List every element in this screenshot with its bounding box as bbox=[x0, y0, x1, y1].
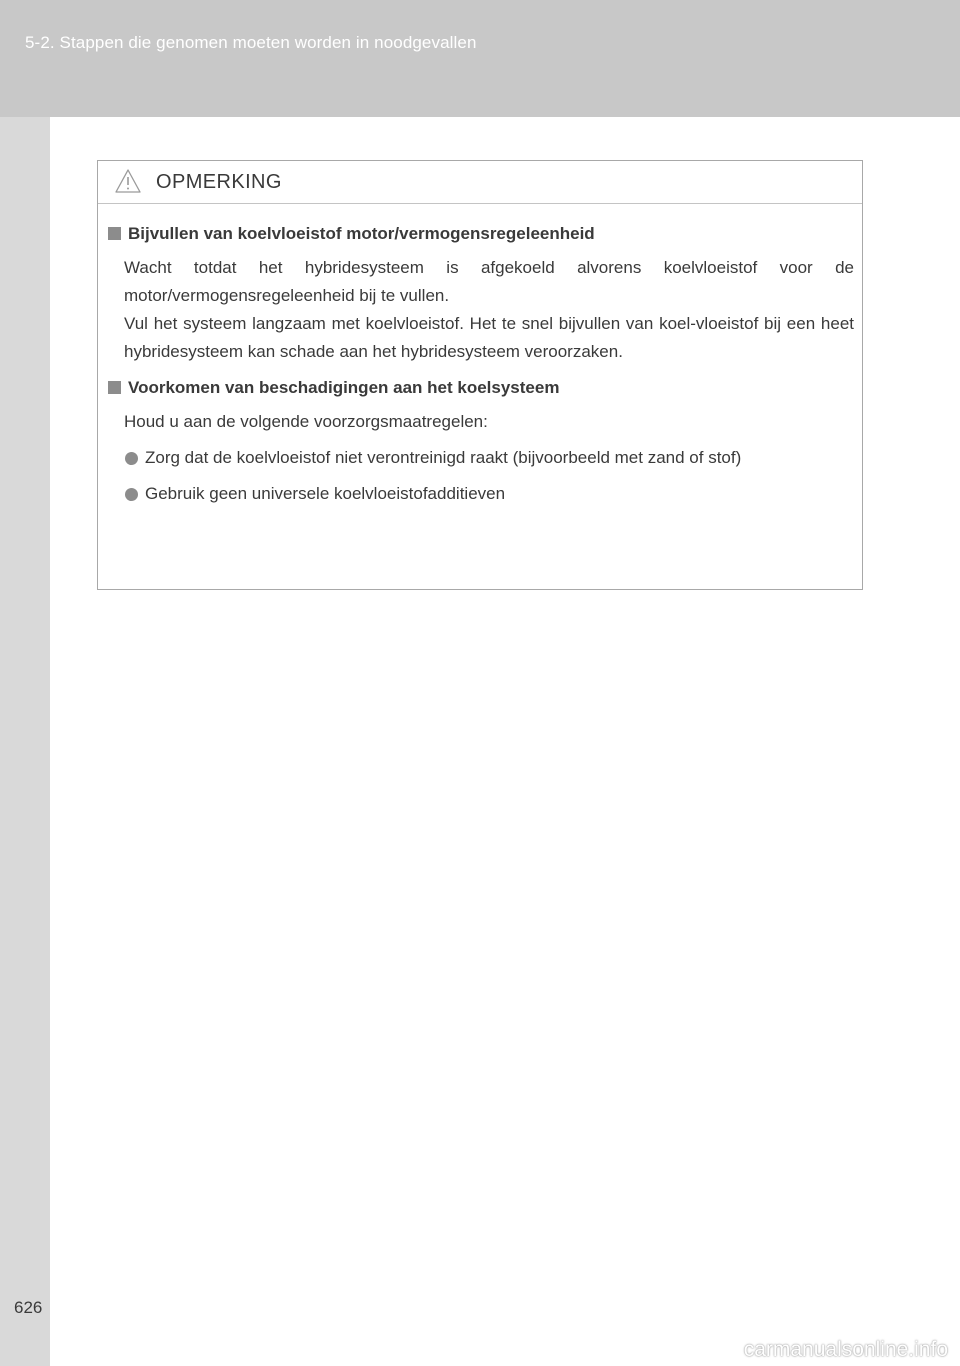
section-coolant-refill bbox=[106, 222, 854, 366]
page-number: 626 bbox=[14, 1298, 43, 1317]
paragraph: Houd u aan de volgende voorzorgsmaatregelen: bbox=[124, 412, 488, 431]
square-bullet-icon bbox=[108, 227, 121, 240]
section-heading: Bijvullen van koelvloeistof motor/vermogensregeleenheid bbox=[106, 222, 854, 246]
list-item: Zorg dat de koelvloeistof niet verontreinigd raakt (bijvoorbeeld met zand of stof) bbox=[124, 444, 854, 472]
list-item: Gebruik geen universele koelvloeistofadditieven bbox=[124, 480, 854, 508]
circle-bullet-icon bbox=[125, 488, 138, 501]
notice-title: OPMERKING bbox=[156, 171, 282, 193]
page-header bbox=[0, 0, 960, 117]
section-heading: Voorkomen van beschadigingen aan het koelsysteem bbox=[106, 376, 854, 400]
watermark: carmanualsonline.info bbox=[743, 1338, 948, 1361]
section-cooling-system-damage bbox=[106, 376, 854, 508]
circle-bullet-icon bbox=[125, 452, 138, 465]
notice-box bbox=[97, 160, 863, 590]
paragraph: Wacht totdat het hybridesysteem is afgekoeld alvorens koelvloeistof voor de motor/vermogensregeleenheid bij te vullen. Vul het systeem langzaam met koelvloeistof. Het te snel bijvullen van koel-vloeistof bij een heet hybridesysteem kan schade aan het hybridesysteem veroorzaken. bbox=[124, 258, 854, 361]
square-bullet-icon bbox=[108, 381, 121, 394]
notice-header bbox=[98, 161, 862, 204]
left-margin-band bbox=[0, 0, 50, 1366]
notice-body bbox=[98, 204, 862, 508]
warning-triangle-icon bbox=[115, 169, 141, 193]
chapter-title: 5-2. Stappen die genomen moeten worden in noodgevallen bbox=[25, 33, 477, 52]
